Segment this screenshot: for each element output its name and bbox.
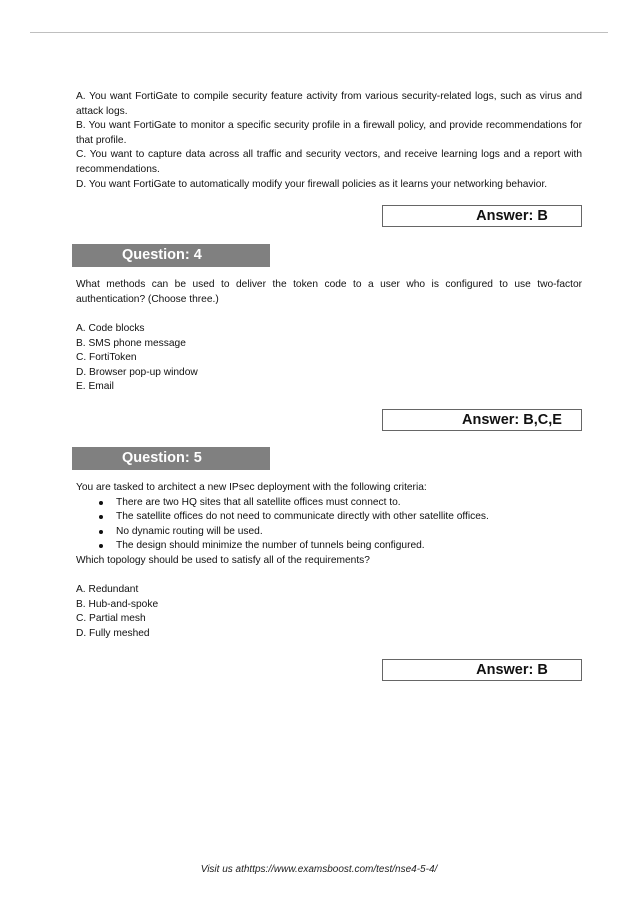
q4-option-e: E. Email xyxy=(76,381,114,393)
footer-link[interactable]: Visit us athttps://www.examsboost.com/test/nse4-5-4/ xyxy=(200,864,438,875)
q5-heading: Question: 5 xyxy=(72,447,270,470)
q3-option-d: D. You want FortiGate to automatically modify your firewall policies as it learns your networking behavior. xyxy=(76,178,548,190)
header-rule xyxy=(30,32,608,33)
q5-criteria-list xyxy=(76,496,582,554)
q5-answer-box xyxy=(382,659,582,681)
q4-heading: Question: 4 xyxy=(72,244,270,267)
q4-option-d: D. Browser pop-up window xyxy=(76,366,198,378)
q4-answer: Answer: B,C,E xyxy=(462,411,562,428)
q4-option-a: A. Code blocks xyxy=(76,322,145,334)
q3-answer-box xyxy=(382,205,582,227)
q5-answer: Answer: B xyxy=(476,662,548,679)
q5-criterion: There are two HQ sites that all satellite offices must connect to. xyxy=(76,496,582,511)
q5-intro: You are tasked to architect a new IPsec deployment with the following criteria: xyxy=(76,481,427,493)
q5-option-c: C. Partial mesh xyxy=(76,613,146,625)
q3-option-a: A. You want FortiGate to compile security feature activity from various security-related logs, such as virus and attack logs. xyxy=(76,91,582,117)
q5-criterion: No dynamic routing will be used. xyxy=(76,525,582,540)
q4-answer-box xyxy=(382,409,582,431)
q5-question: Which topology should be used to satisfy all of the requirements? xyxy=(76,554,370,566)
q5-criterion: The satellite offices do not need to communicate directly with other satellite offices. xyxy=(76,510,582,525)
q3-answer: Answer: B xyxy=(476,208,548,225)
q4-question: What methods can be used to deliver the token code to a user who is configured to use two-factor authentication? (Choose three.) xyxy=(76,279,582,305)
q3-option-c: C. You want to capture data across all traffic and security vectors, and receive learning logs and a report with recommendations. xyxy=(76,149,582,175)
q4-option-c: C. FortiToken xyxy=(76,352,137,364)
q3-option-b: B. You want FortiGate to monitor a specific security profile in a firewall policy, and provide recommendations for that profile. xyxy=(76,120,582,146)
q5-criterion: The design should minimize the number of tunnels being configured. xyxy=(76,539,582,554)
q5-option-b: B. Hub-and-spoke xyxy=(76,598,159,610)
page-content xyxy=(76,90,582,681)
q4-option-b: B. SMS phone message xyxy=(76,337,186,349)
q5-option-a: A. Redundant xyxy=(76,584,139,596)
q5-option-d: D. Fully meshed xyxy=(76,627,150,639)
